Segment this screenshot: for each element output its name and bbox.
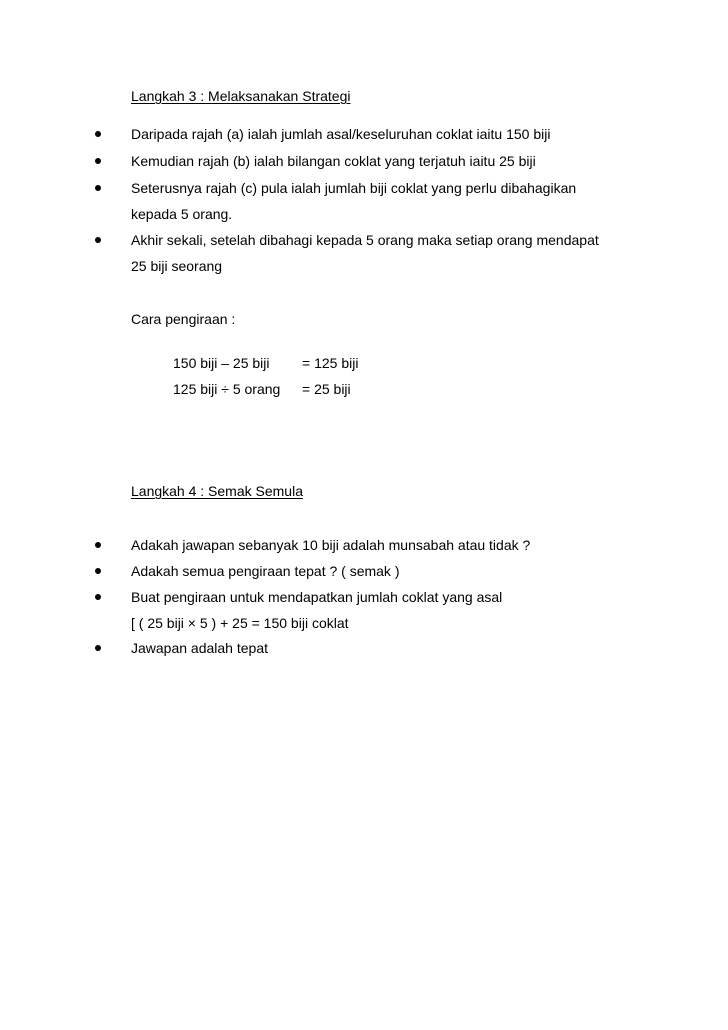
- calc-expression-2: 125 biji ÷ 5 orang: [173, 381, 281, 397]
- bullet-dot-icon: [95, 542, 101, 548]
- bullet-dot-icon: [95, 158, 101, 164]
- calc-result-1: = 125 biji: [302, 355, 359, 371]
- bullet-dot-icon: [95, 645, 101, 651]
- bullet-text: Kemudian rajah (b) ialah bilangan coklat yang terjatuh iaitu 25 biji: [131, 153, 536, 169]
- bullet-text: Buat pengiraan untuk mendapatkan jumlah coklat yang asal: [131, 589, 503, 605]
- bullet-text-continuation: 25 biji seorang: [131, 258, 223, 274]
- bullet-dot-icon: [95, 237, 101, 243]
- bullet-text-continuation: [ ( 25 biji × 5 ) + 25 = 150 biji coklat: [131, 615, 349, 631]
- calc-expression-1: 150 biji – 25 biji: [173, 355, 270, 371]
- bullet-text: Jawapan adalah tepat: [131, 640, 268, 656]
- bullet-text: Adakah jawapan sebanyak 10 biji adalah munsabah atau tidak ?: [131, 537, 531, 553]
- bullet-dot-icon: [95, 594, 101, 600]
- calc-result-2: = 25 biji: [302, 381, 351, 397]
- bullet-text: Seterusnya rajah (c) pula ialah jumlah biji coklat yang perlu dibahagikan: [131, 180, 577, 196]
- bullet-text: Daripada rajah (a) ialah jumlah asal/keseluruhan coklat iaitu 150 biji: [131, 126, 551, 142]
- bullet-text: Adakah semua pengiraan tepat ? ( semak ): [131, 563, 400, 579]
- langkah4-heading: Langkah 4 : Semak Semula: [131, 483, 303, 499]
- bullet-dot-icon: [95, 185, 101, 191]
- bullet-text: Akhir sekali, setelah dibahagi kepada 5 orang maka setiap orang mendapat: [131, 232, 599, 248]
- bullet-text-continuation: kepada 5 orang.: [131, 206, 233, 222]
- langkah3-heading: Langkah 3 : Melaksanakan Strategi: [131, 88, 351, 104]
- cara-pengiraan-label: Cara pengiraan :: [131, 311, 236, 327]
- bullet-dot-icon: [95, 131, 101, 137]
- bullet-dot-icon: [95, 568, 101, 574]
